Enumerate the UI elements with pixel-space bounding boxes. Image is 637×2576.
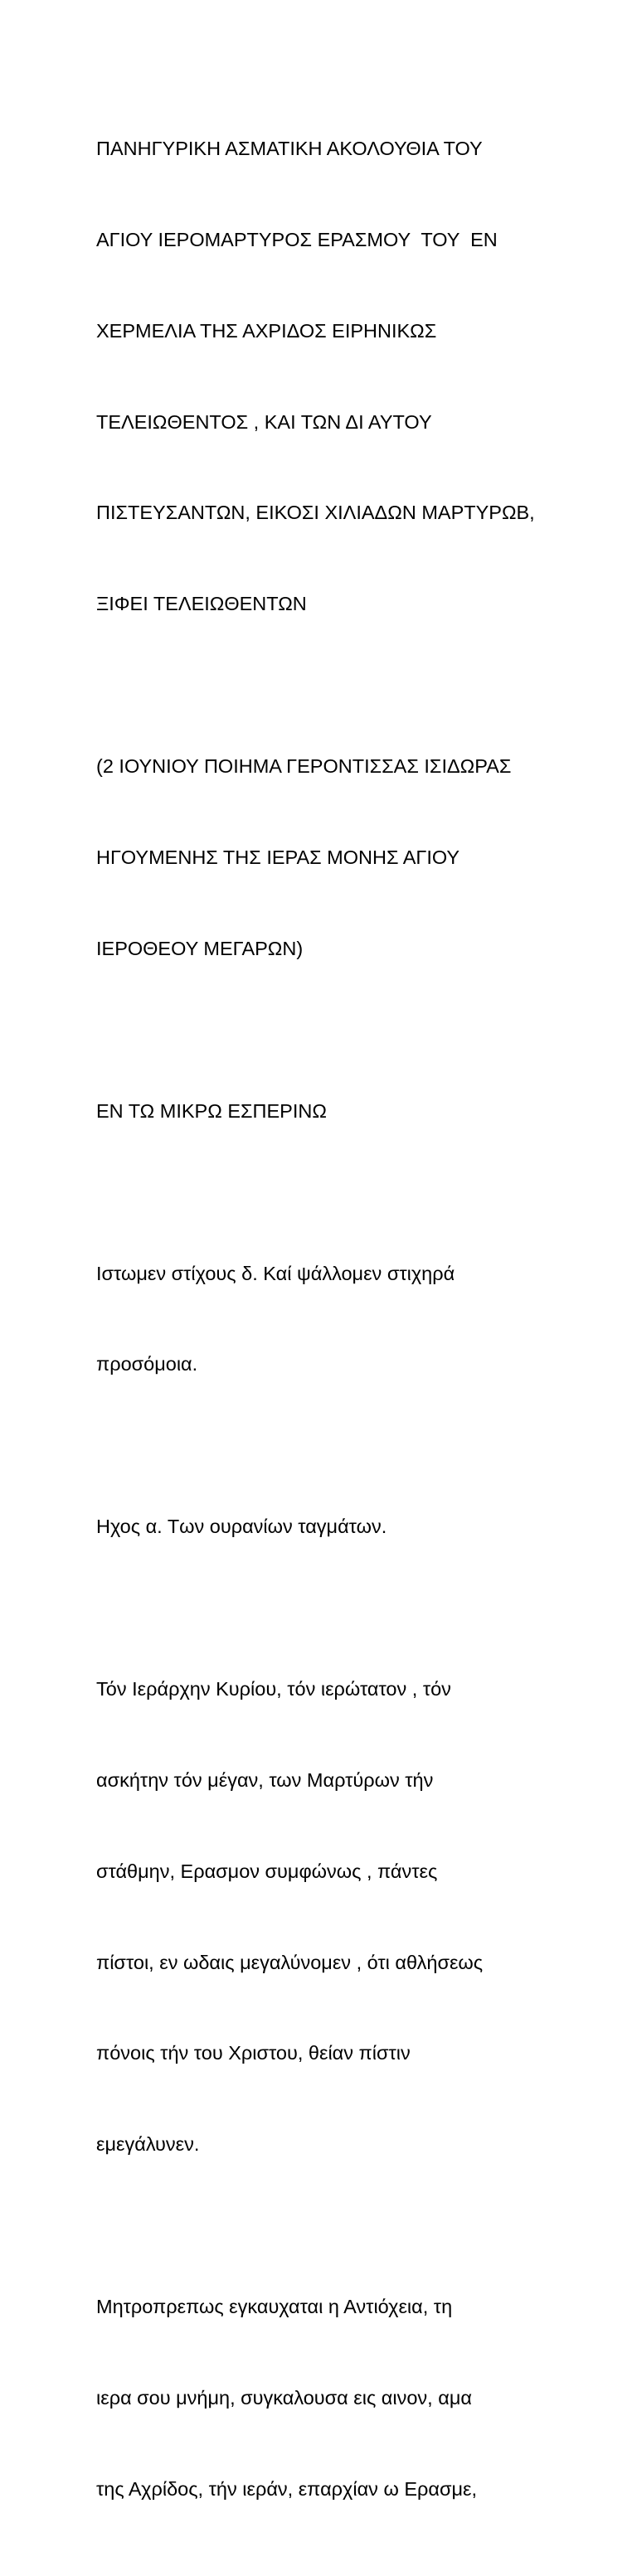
tone-paragraph [96, 1451, 610, 1603]
document-subtitle [96, 691, 610, 1025]
rubric-paragraph [96, 1197, 610, 1440]
text-line: πόνοις τήν του Χριστου, θείαν πίστιν [96, 2042, 411, 2064]
text-line: της Αχρίδος, τήν ιεράν, επαρχίαν ω Ερασμε, [96, 2477, 477, 2500]
text-line: ιερα σου μνήμη, συγκαλουσα εις αινον, αμα [96, 2386, 472, 2409]
text-line: πίστοι, εν ωδαις μεγαλύνομεν , ότι αθλήσεως [96, 1951, 484, 1973]
text-line: Μητροπρεπως εγκαυχαται η Αντιόχεια, τη [96, 2296, 453, 2318]
hymn-paragraph [96, 1613, 610, 2220]
text-line: ΑΓΙΟΥ ΙΕΡΟΜΑΡΤΥΡΟΣ ΕΡΑΣΜΟΥ ΤΟΥ ΕΝ [96, 228, 498, 250]
text-line: Τόν Ιεράρχην Κυρίου, τόν ιερώτατον , τόν [96, 1678, 451, 1700]
text-line: εμεγάλυνεν. [96, 2133, 200, 2156]
hymn-paragraph [96, 2231, 610, 2565]
text-line: ΧΕΡΜΕΛΙΑ ΤΗΣ ΑΧΡΙΔΟΣ ΕΙΡΗΝΙΚΩΣ [96, 319, 437, 342]
text-line: (2 ΙΟΥΝΙΟΥ ΠΟΙΗΜΑ ΓΕΡΟΝΤΙΣΣΑΣ ΙΣΙΔΩΡΑΣ [96, 755, 512, 778]
text-line: Ηχος α. Των ουρανίων ταγμάτων. [96, 1516, 387, 1538]
text-line: ΕΝ ΤΩ ΜΙΚΡΩ ΕΣΠΕΡΙΝΩ [96, 1099, 327, 1122]
text-line: ΙΕΡΟΘΕΟΥ ΜΕΓΑΡΩΝ) [96, 937, 304, 959]
text-line: ΗΓΟΥΜΕΝΗΣ ΤΗΣ ΙΕΡΑΣ ΜΟΝΗΣ ΑΓΙΟΥ [96, 846, 460, 868]
document-page [96, 73, 610, 2576]
section-heading [96, 1035, 610, 1186]
text-line: ΠΙΣΤΕΥΣΑΝΤΩΝ, ΕΙΚΟΣΙ ΧΙΛΙΑΔΩΝ ΜΑΡΤΥΡΩΒ, [96, 502, 535, 524]
text-line: ασκήτην τόν μέγαν, των Μαρτύρων τήν [96, 1769, 434, 1792]
text-line: Ιστωμεν στίχους δ. Καί ψάλλομεν στιχηρά [96, 1262, 455, 1284]
text-line: ΞΙΦΕΙ ΤΕΛΕΙΩΘΕΝΤΩΝ [96, 593, 307, 615]
text-line: στάθμην, Ερασμον συμφώνως , πάντες [96, 1860, 438, 1882]
text-line: ΤΕΛΕΙΩΘΕΝΤΟΣ , ΚΑΙ ΤΩΝ ΔΙ ΑΥΤΟΥ [96, 410, 432, 433]
text-line: ΠΑΝΗΓΥΡΙΚΗ ΑΣΜΑΤΙΚΗ ΑΚΟΛΟΥΘΙΑ ΤΟΥ [96, 138, 483, 160]
text-line: προσόμοια. [96, 1353, 198, 1375]
document-title [96, 73, 610, 680]
